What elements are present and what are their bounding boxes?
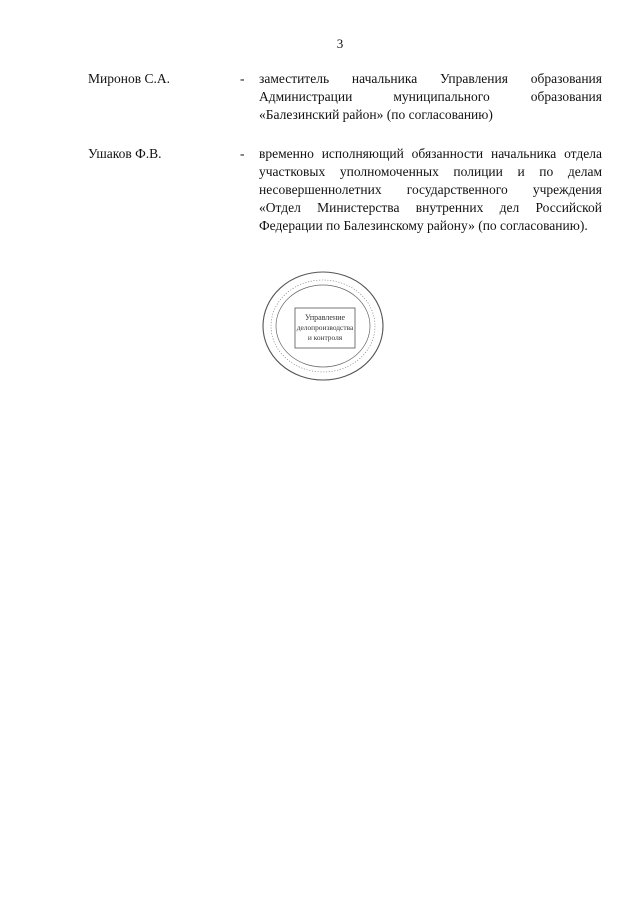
stamp-line-1: Управление (304, 313, 346, 322)
dash-separator: - (240, 146, 245, 161)
stamp-line-2: делопроизводства (296, 323, 354, 332)
person-name: Миронов С.А. (88, 71, 170, 86)
stamp-line-3: и контроля (307, 333, 343, 342)
page-number: 3 (336, 36, 344, 51)
person-role: заместитель начальника Управления образования Администрации муниципального образования «Балезинский район» (по согласованию) (259, 71, 602, 122)
person-name: Ушаков Ф.В. (88, 146, 162, 161)
official-stamp (261, 270, 385, 382)
person-role: временно исполняющий обязанности начальника отдела участковых уполномоченных полиции и по делам несовершеннолетних государственного учреждения «Отдел Министерства внутренних дел Российской Федерации по Балезинскому району» (по согласованию). (259, 146, 602, 233)
stamp-seal-icon (261, 270, 385, 382)
dash-separator: - (240, 71, 245, 86)
